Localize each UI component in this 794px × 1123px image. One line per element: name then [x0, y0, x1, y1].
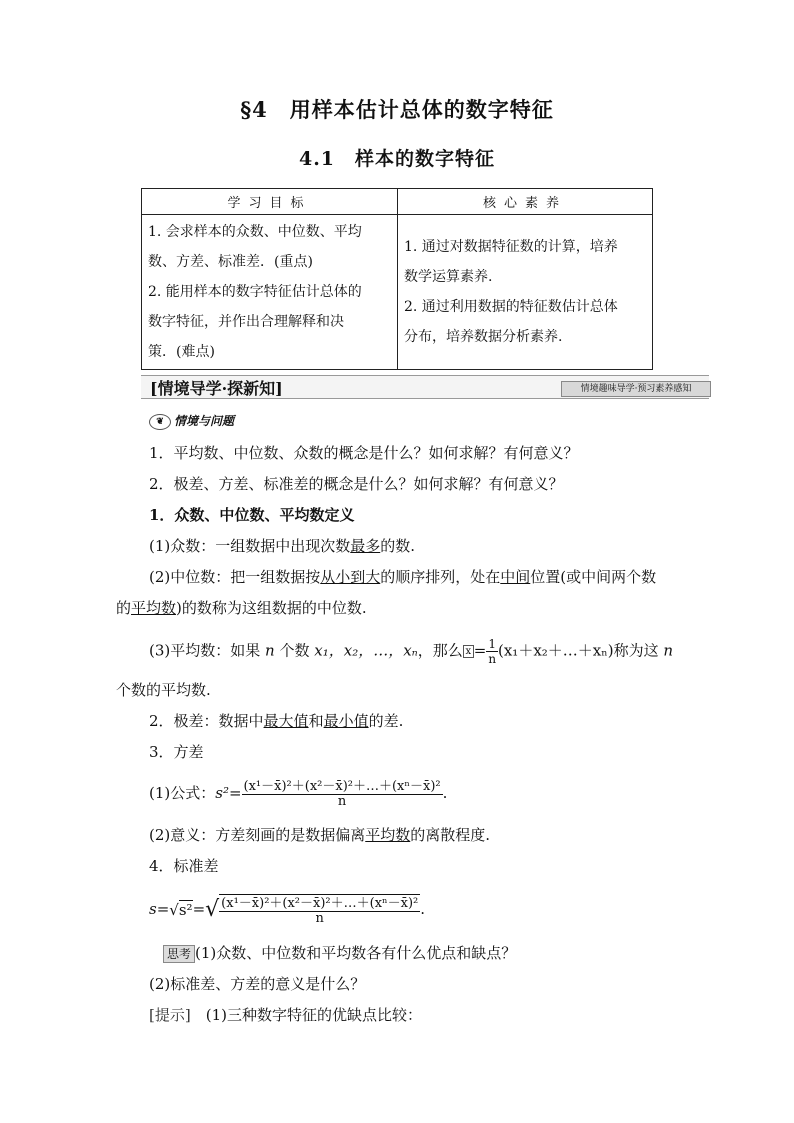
text: . — [442, 784, 448, 802]
mode-definition — [149, 536, 415, 556]
underlined-answer: 从小到大 — [320, 568, 381, 586]
table-row — [142, 215, 653, 370]
question-2: 2．极差、方差、标准差的概念是什么？如何求解？有何意义？ — [149, 475, 564, 493]
literacy-line: 2. 通过利用数据的特征数估计总体 — [404, 299, 618, 315]
text: 的数. — [380, 537, 416, 555]
question-1: 1．平均数、中位数、众数的概念是什么？如何求解？有何意义？ — [149, 444, 579, 462]
text: 的 — [116, 599, 132, 617]
underlined-answer: 最小值 — [323, 712, 369, 730]
fraction — [219, 894, 420, 926]
equals: = — [473, 641, 487, 660]
underlined-answer: 最大值 — [263, 712, 309, 730]
median-definition — [149, 567, 656, 587]
col-header-goals: 学习目标 — [142, 189, 398, 215]
sum-expression: (x₁＋x₂＋…＋xₙ) — [498, 641, 614, 660]
text: 称为这 — [613, 641, 659, 660]
underlined-answer: 平均数 — [365, 826, 411, 844]
text: )的数称为这组数据的中位数. — [176, 599, 367, 617]
page-title: §4 用样本估计总体的数字特征 — [240, 97, 554, 122]
underlined-answer: 最多 — [350, 537, 381, 555]
fraction — [242, 780, 443, 809]
underlined-answer: 中间 — [500, 568, 531, 586]
text: 2．极差：数据中 — [149, 712, 264, 730]
variance-formula — [149, 775, 447, 811]
goal-line: 策．(难点) — [148, 344, 215, 360]
text: (1)众数：一组数据中出现次数 — [149, 537, 351, 555]
think-label: 思考 — [163, 945, 195, 963]
text: 的离散程度. — [410, 826, 491, 844]
median-definition-cont — [116, 598, 367, 618]
denominator: n — [488, 652, 497, 666]
sqrt-inner: s² — [178, 901, 193, 919]
goal-line: 数、方差、标准差．(重点) — [148, 254, 313, 270]
goal-line: 1. 会求样本的众数、中位数、平均 — [148, 224, 362, 240]
numerator: (x¹－x̄)²＋(x²－x̄)²＋…＋(xⁿ－x̄)² — [243, 778, 441, 794]
goal-line: 2. 能用样本的数字特征估计总体的 — [148, 284, 362, 300]
underlined-answer: 平均数 — [131, 599, 177, 617]
text: 个数 — [279, 641, 310, 660]
think-question-2: (2)标准差、方差的意义是什么？ — [149, 975, 366, 993]
variables: x₁，x₂，…，xₙ — [314, 641, 418, 660]
mean-definition — [149, 637, 673, 666]
text: (2)中位数：把一组数据按 — [149, 568, 321, 586]
table-header-row — [142, 189, 653, 215]
heading-4: 4．标准差 — [149, 857, 219, 875]
range-definition — [149, 711, 403, 731]
text: (1)三种数字特征的优缺点比较： — [205, 1006, 422, 1024]
numerator: (x¹－x̄)²＋(x²－x̄)²＋…＋(xⁿ－x̄)² — [221, 896, 419, 911]
variance-meaning — [149, 825, 490, 845]
numerator: 1 — [488, 637, 496, 651]
section-bar-title: [情境导学·探新知] — [150, 379, 283, 398]
sqrt-symbol: √s² — [169, 901, 193, 919]
goals-cell — [142, 215, 398, 370]
leaf-icon: ❦ — [149, 414, 171, 430]
fraction — [486, 637, 498, 666]
literacy-line: 1. 通过对数据特征数的计算，培养 — [404, 239, 618, 255]
hint-label: [提示] — [149, 1006, 191, 1024]
formula-lhs: s= — [149, 900, 170, 918]
text: (1)公式： — [149, 784, 216, 802]
heading-3: 3．方差 — [149, 743, 204, 761]
text: (3)平均数：如果 — [149, 641, 261, 660]
goals-table — [141, 188, 653, 370]
denominator: n — [315, 911, 324, 926]
formula-lhs: s²= — [215, 784, 242, 802]
text: (2)意义：方差刻画的是数据偏离 — [149, 826, 366, 844]
col-header-literacy: 核心素养 — [398, 189, 653, 215]
var-n: n — [265, 641, 275, 660]
denominator: n — [337, 793, 347, 809]
sqrt-symbol: √ — [205, 897, 220, 922]
text: . — [420, 900, 426, 918]
equals: = — [192, 900, 206, 918]
text: ，那么 — [417, 641, 463, 660]
literacy-line: 数学运算素养. — [404, 269, 493, 285]
hint-line — [149, 1005, 422, 1025]
scenario-badge — [149, 412, 234, 430]
std-formula — [149, 889, 425, 930]
section-subtitle: 4.1 样本的数字特征 — [298, 148, 496, 170]
text: 和 — [308, 712, 324, 730]
text: (1)众数、中位数和平均数各有什么优点和缺点？ — [195, 944, 517, 962]
heading-1: 1．众数、中位数、平均数定义 — [149, 506, 355, 524]
x-bar-symbol: x — [463, 645, 474, 658]
text: 的顺序排列，处在 — [380, 568, 501, 586]
badge-label: 情境与问题 — [174, 414, 235, 428]
var-n: n — [663, 641, 674, 660]
text: 的差. — [368, 712, 404, 730]
section-bar-tag: 情境趣味导学·预习素养感知 — [561, 381, 711, 397]
think-question-1 — [163, 943, 516, 963]
text: 位置(或中间两个数 — [530, 568, 657, 586]
goal-line: 数字特征，并作出合理解释和决 — [148, 314, 344, 330]
literacy-line: 分布，培养数据分析素养. — [404, 329, 563, 345]
mean-definition-cont: 个数的平均数. — [116, 681, 211, 699]
literacy-cell — [398, 215, 653, 370]
